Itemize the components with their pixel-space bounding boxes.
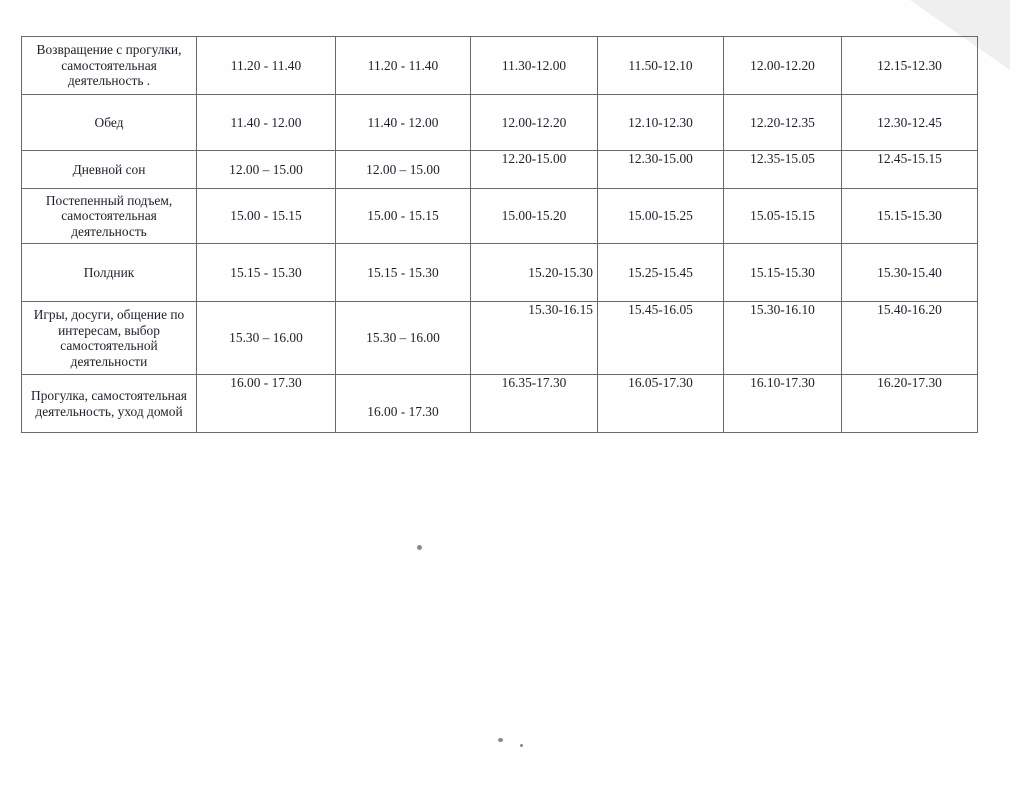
time-cell: 12.30-12.45 (842, 95, 978, 151)
time-cell: 15.15 - 15.30 (197, 244, 336, 302)
activity-cell: Игры, досуги, общение по интересам, выбор самостоятельной деятельности (22, 302, 197, 375)
time-cell: 15.40-16.20 (842, 302, 978, 375)
scan-speck (520, 744, 523, 747)
time-cell: 15.00 - 15.15 (336, 189, 471, 244)
activity-cell: Возвращение с прогулки, самостоятельная деятельность . (22, 37, 197, 95)
time-cell: 12.30-15.00 (598, 151, 724, 189)
activity-cell: Прогулка, самостоятельная деятельность, уход домой (22, 375, 197, 433)
time-cell: 11.40 - 12.00 (197, 95, 336, 151)
time-cell: 11.40 - 12.00 (336, 95, 471, 151)
time-cell: 15.15-15.30 (842, 189, 978, 244)
table-row (22, 189, 978, 244)
scan-speck (417, 545, 422, 550)
scan-speck (498, 738, 503, 742)
time-cell: 16.10-17.30 (724, 375, 842, 433)
time-cell: 12.10-12.30 (598, 95, 724, 151)
time-cell: 15.20-15.30 (471, 244, 598, 302)
time-cell: 12.00 – 15.00 (197, 151, 336, 189)
activity-cell: Обед (22, 95, 197, 151)
time-cell: 15.25-15.45 (598, 244, 724, 302)
daily-schedule-table (21, 36, 978, 433)
time-cell: 12.20-15.00 (471, 151, 598, 189)
time-cell: 16.00 - 17.30 (197, 375, 336, 433)
time-cell: 12.45-15.15 (842, 151, 978, 189)
time-cell: 11.20 - 11.40 (197, 37, 336, 95)
time-cell: 12.20-12.35 (724, 95, 842, 151)
time-cell: 12.00 – 15.00 (336, 151, 471, 189)
time-cell: 12.00-12.20 (724, 37, 842, 95)
time-cell: 15.00 - 15.15 (197, 189, 336, 244)
time-cell: 15.00-15.25 (598, 189, 724, 244)
table-row (22, 302, 978, 375)
time-cell: 16.00 - 17.30 (336, 375, 471, 433)
time-cell: 15.00-15.20 (471, 189, 598, 244)
time-cell: 11.20 - 11.40 (336, 37, 471, 95)
time-cell: 12.15-12.30 (842, 37, 978, 95)
time-cell: 15.30 – 16.00 (197, 302, 336, 375)
time-cell: 11.30-12.00 (471, 37, 598, 95)
activity-cell: Дневной сон (22, 151, 197, 189)
time-cell: 15.15 - 15.30 (336, 244, 471, 302)
time-cell: 15.30-15.40 (842, 244, 978, 302)
time-cell: 16.35-17.30 (471, 375, 598, 433)
activity-cell: Постепенный подъем, самостоятельная деятельность (22, 189, 197, 244)
time-cell: 15.45-16.05 (598, 302, 724, 375)
time-cell: 12.00-12.20 (471, 95, 598, 151)
time-cell: 15.30-16.15 (471, 302, 598, 375)
time-cell: 16.05-17.30 (598, 375, 724, 433)
table-row (22, 95, 978, 151)
time-cell: 15.30 – 16.00 (336, 302, 471, 375)
table-row (22, 244, 978, 302)
table-row (22, 37, 978, 95)
time-cell: 15.15-15.30 (724, 244, 842, 302)
time-cell: 16.20-17.30 (842, 375, 978, 433)
activity-cell: Полдник (22, 244, 197, 302)
table-row (22, 151, 978, 189)
time-cell: 15.30-16.10 (724, 302, 842, 375)
time-cell: 12.35-15.05 (724, 151, 842, 189)
table-row (22, 375, 978, 433)
time-cell: 15.05-15.15 (724, 189, 842, 244)
time-cell: 11.50-12.10 (598, 37, 724, 95)
